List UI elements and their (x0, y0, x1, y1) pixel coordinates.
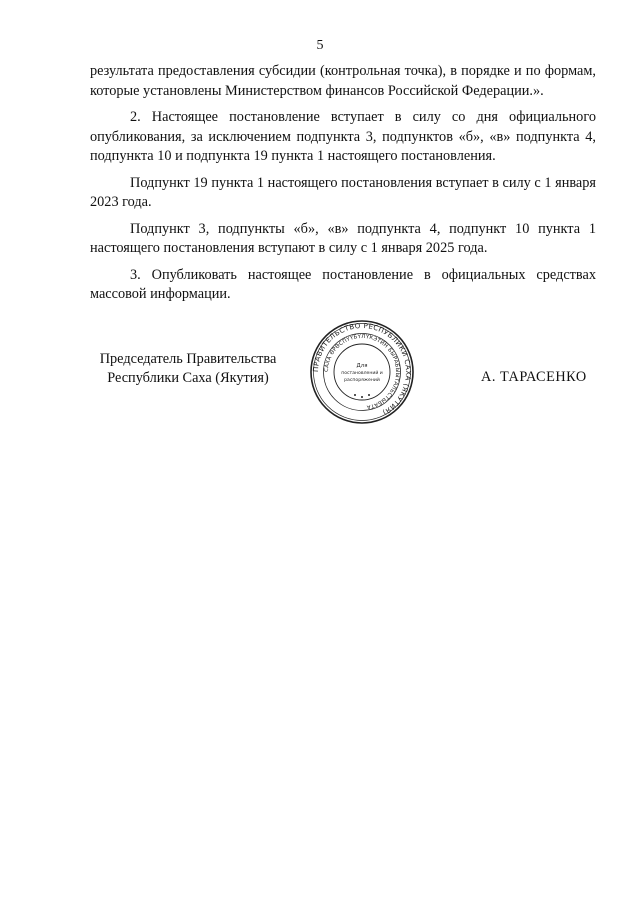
signatory-name: А. ТАРАСЕНКО (481, 369, 587, 385)
paragraph-continuation: результата предоставления субсидии (контрольная точка), в порядке и по формам, которые установлены Министерством финансов Российской Федерации.». (90, 63, 596, 99)
seal-inner-text: САХА ӨРӨСПҮҮБҮЛҮКЭТИН БЫРАБЫЫТАЛЬСТЫБАТА (323, 333, 401, 410)
seal-center-line1: Для (356, 363, 368, 369)
paragraph-item-2: 2. Настоящее постановление вступает в силу со дня официального опубликования, за исключением подпункта 3, подпунктов «б», «в» подпункта 4, подпункта 10 и подпункта 19 пункта 1 настоящего постановления. (90, 109, 596, 164)
page-number: 5 (316, 38, 324, 53)
document-body (90, 62, 596, 312)
signatory-title-line2: Республики Саха (Якутия) (107, 370, 269, 386)
paragraph-subitems-3-4-10: Подпункт 3, подпункты «б», «в» подпункта 4, подпункт 10 пункта 1 настоящего постановления вступают в силу с 1 января 2025 года. (90, 220, 596, 256)
official-seal (309, 319, 415, 425)
paragraph-item-3: 3. Опубликовать настоящее постановление в официальных средствах массовой информации. (90, 266, 596, 302)
signatory-title (88, 350, 288, 388)
seal-outer-text: ПРАВИТЕЛЬСТВО РЕСПУБЛИКИ САХА (ЯКУТИЯ) (311, 321, 413, 417)
seal-star-ornament (354, 394, 370, 398)
paragraph-subitem-19: Подпункт 19 пункта 1 настоящего постановления вступает в силу с 1 января 2023 года. (90, 174, 596, 210)
signatory-title-line1: Председатель Правительства (99, 351, 277, 367)
seal-center-line2: постановлений и (341, 371, 383, 376)
seal-center-line3: распоряжений (344, 378, 380, 383)
